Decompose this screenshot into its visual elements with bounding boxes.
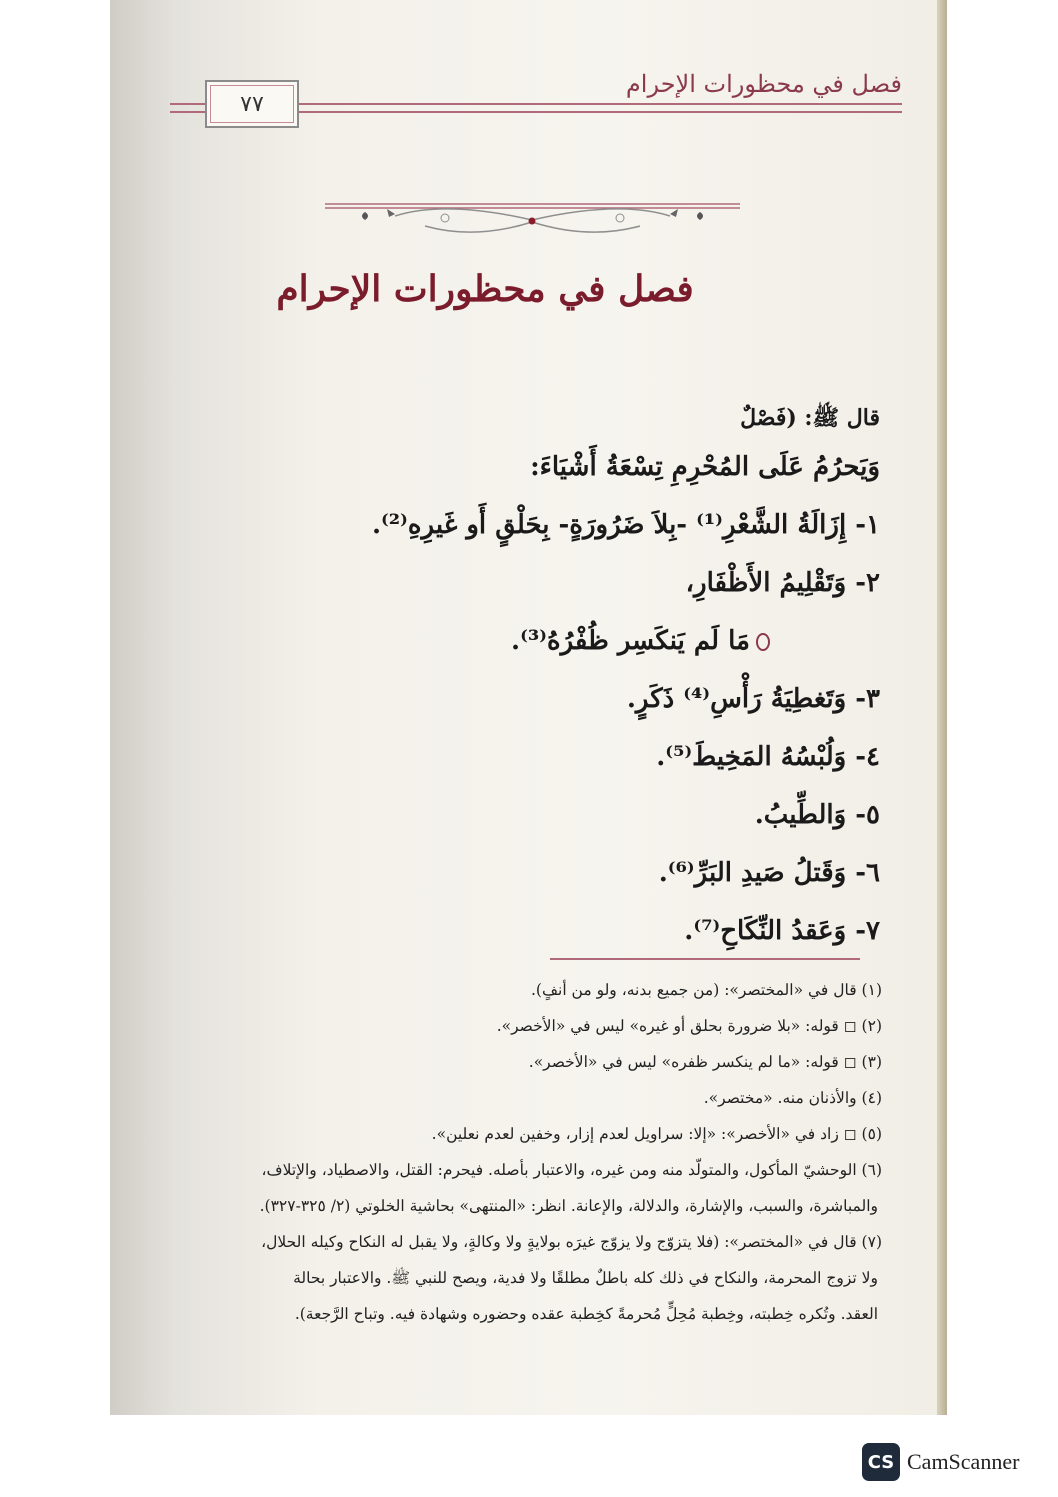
footnote: (٧) قال في «المختصر»: (فلا يتزوّج ولا يزوّج غيرَه بولايةٍ ولا وكالةٍ، ولا يقبل له النكاح وكيله الحلال، [261, 1233, 882, 1251]
footnote-continuation: ولا تزوج المحرمة، والنكاح في ذلك كله باطلٌ مطلقًا ولا فدية، ويصح للنبي ﷺ. والاعتبار بحالة [293, 1269, 878, 1287]
main-line: ٣- وَتَغطِيَةُ رَأْسِ⁽⁴⁾ ذَكَرٍ. [626, 684, 880, 714]
main-line: ٧- وَعَقدُ النِّكَاحِ⁽⁷⁾. [684, 916, 880, 946]
main-line: ٢- وَتَقْلِيمُ الأَظْفَارِ، [685, 568, 880, 598]
footnote-rule [550, 958, 860, 960]
main-line: ١- إِزَالَةُ الشَّعْرِ⁽¹⁾ -بِلاَ ضَرُورَةٍ- بِحَلْقٍ أَو غَيرِهِ⁽²⁾. [371, 510, 880, 540]
footnote: (٥) ◻ زاد في «الأخصر»: «إلا: سراويل لعدم إزار، وخفين لعدم نعلين». [431, 1125, 882, 1143]
page-edge [937, 0, 947, 1415]
book-page [110, 0, 942, 1415]
footnote: (٤) والأذنان منه. «مختصر». [703, 1089, 882, 1107]
footnote: (٣) ◻ قوله: «ما لم ينكسر ظفره» ليس في «الأخصر». [528, 1053, 882, 1071]
main-line: ٤- وَلُبْسُهُ المَخِيطَ⁽⁵⁾. [656, 742, 880, 772]
margin-marker-icon [756, 633, 770, 651]
main-line: ٥- وَالطِّيبُ. [754, 800, 880, 830]
footnote: (٢) ◻ قوله: «بلا ضرورة بحلق أو غيره» ليس في «الأخصر». [496, 1017, 882, 1035]
camscanner-watermark: CamScanner [907, 1449, 1020, 1474]
main-text [240, 398, 880, 960]
main-line-text: مَا لَم يَنكَسِر ظُفْرُهُ⁽³⁾. [511, 626, 750, 656]
ornament-divider-icon [325, 196, 740, 246]
footnote-continuation: العقد. وتُكره خِطبته، وخِطبة مُحِلٍّ مُحرمةً كخِطبة عقده وحضوره وشهادة فيه. وتباح الرَّجعة). [294, 1305, 878, 1323]
chapter-title: فصل في محظورات الإحرام [276, 268, 694, 310]
footnotes [162, 972, 882, 1332]
main-line: وَيَحرُمُ عَلَى المُحْرِمِ تِسْعَةُ أَشْيَاءَ: [530, 452, 880, 482]
camscanner-logo-icon: CS [862, 1443, 900, 1481]
main-line: ٦- وَقَتلُ صَيدِ البَرِّ⁽⁶⁾. [658, 858, 880, 888]
footnote: (١) قال في «المختصر»: (من جميع بدنه، ولو من أنفٍ). [530, 981, 882, 999]
main-line-subcondition [240, 612, 880, 670]
main-line: قال ﷺ: (فَصْلٌ [740, 405, 880, 431]
running-header-title: فصل في محظورات الإحرام [625, 70, 902, 98]
page-number: ٧٧ [240, 91, 264, 117]
page-number-box [205, 80, 299, 128]
footnote: (٦) الوحشيّ المأكول، والمتولّد منه ومن غيره، والاعتبار بأصله. فيحرم: القتل، والاصطياد، والإتلاف، [261, 1161, 882, 1179]
footnote-continuation: والمباشرة، والسبب، والإشارة، والدلالة، والإعانة. انظر: «المنتهى» بحاشية الخلوتي (٢/ ٣٢٥-٣٢٧). [259, 1197, 878, 1215]
